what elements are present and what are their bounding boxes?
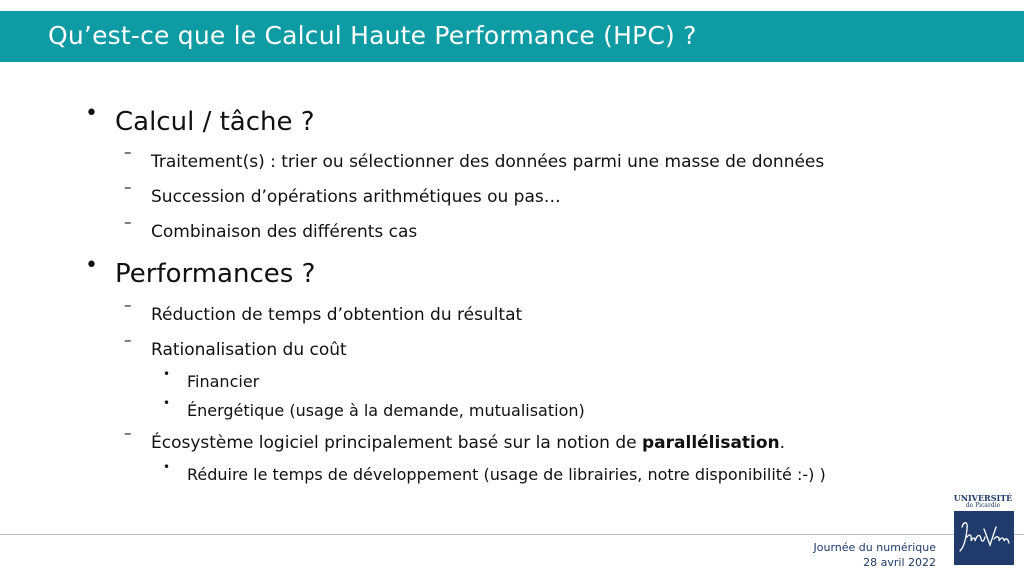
slide-title: Qu’est-ce que le Calcul Haute Performance (HPC) ? bbox=[48, 21, 697, 50]
subitem-succession bbox=[124, 178, 561, 207]
bullet-marker: • bbox=[163, 460, 171, 474]
subsubitem-text: Financier bbox=[187, 372, 260, 391]
bullet-performances bbox=[85, 253, 316, 289]
subitem-text: Succession d’opérations arithmétiques ou pas… bbox=[151, 187, 561, 207]
subsubitem-reduire bbox=[163, 460, 826, 484]
logo-signature-box bbox=[954, 511, 1014, 565]
subitem-text: Traitement(s) : trier ou sélectionner des données parmi une masse de données bbox=[151, 152, 825, 172]
subitem-period: . bbox=[779, 433, 786, 453]
bullet-calcul-tache bbox=[85, 101, 315, 137]
heading-text: Performances ? bbox=[115, 259, 316, 289]
dash-marker: – bbox=[124, 331, 132, 349]
dash-marker: – bbox=[124, 143, 132, 161]
logo-subname: de Picardie bbox=[965, 502, 1001, 509]
university-logo bbox=[952, 494, 1014, 566]
subsubitem-financier bbox=[163, 367, 260, 391]
subitem-traitement bbox=[124, 143, 825, 172]
subitem-reduction bbox=[124, 296, 523, 325]
subsubitem-energetique bbox=[163, 396, 585, 420]
logo-name: UNIVERSITÉ bbox=[953, 493, 1013, 503]
subitem-text: Rationalisation du coût bbox=[151, 340, 347, 360]
footer-divider bbox=[0, 534, 1024, 535]
dash-marker: – bbox=[124, 178, 132, 196]
dash-marker: – bbox=[124, 213, 132, 231]
bullet-marker: • bbox=[85, 253, 98, 278]
footer-event: Journée du numérique bbox=[813, 541, 936, 554]
dash-marker: – bbox=[124, 296, 132, 314]
bullet-marker: • bbox=[85, 101, 98, 126]
subsubitem-text: Réduire le temps de développement (usage de librairies, notre disponibilité :-) ) bbox=[187, 465, 826, 484]
subitem-ecosysteme bbox=[124, 424, 786, 453]
heading-text: Calcul / tâche ? bbox=[115, 107, 315, 137]
subitem-text: Écosystème logiciel principalement basé sur la notion de bbox=[151, 433, 642, 453]
footer-date: 28 avril 2022 bbox=[863, 556, 936, 569]
subsubitem-text: Énergétique (usage à la demande, mutualisation) bbox=[187, 401, 585, 420]
bullet-marker: • bbox=[163, 396, 171, 410]
subitem-text: Réduction de temps d’obtention du résultat bbox=[151, 305, 523, 325]
subitem-rationalisation bbox=[124, 331, 347, 360]
emphasis-parallelisation: parallélisation bbox=[642, 433, 780, 453]
dash-marker: – bbox=[124, 424, 132, 442]
bullet-marker: • bbox=[163, 367, 171, 381]
footer bbox=[814, 540, 936, 570]
signature-icon bbox=[954, 511, 1014, 565]
subitem-text: Combinaison des différents cas bbox=[151, 222, 418, 242]
subitem-combinaison bbox=[124, 213, 418, 242]
